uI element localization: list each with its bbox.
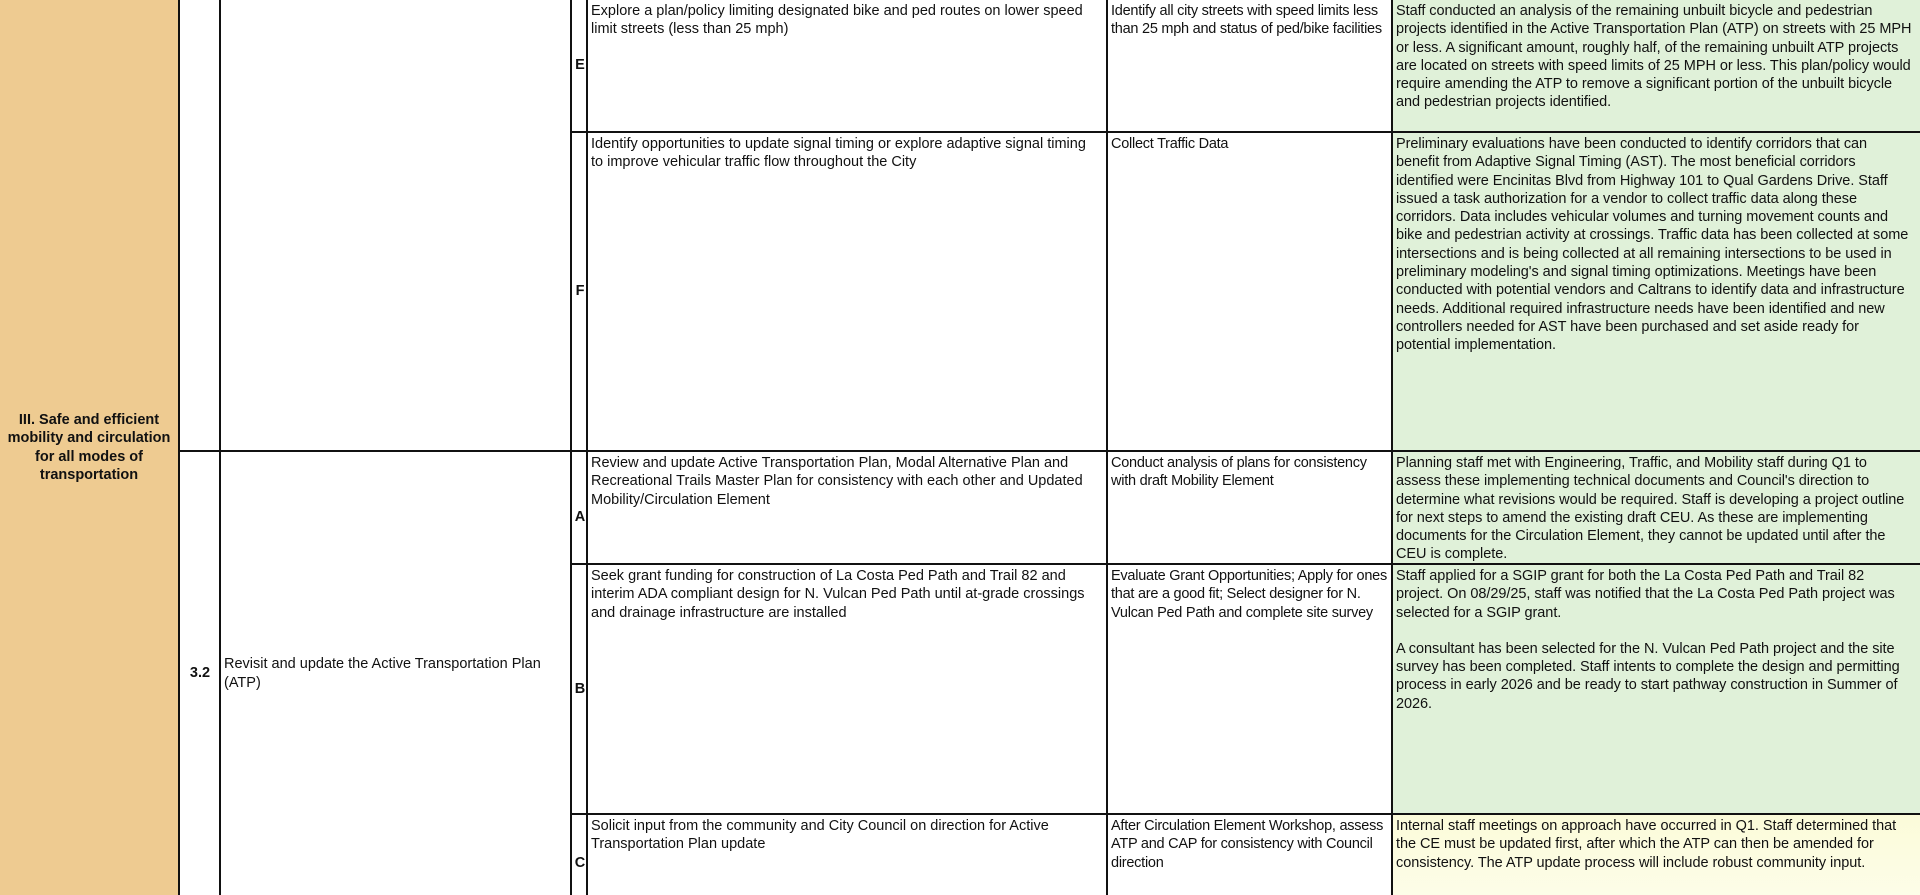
milestone-text: Evaluate Grant Opportunities; Apply for ones that are a good fit; Select designer for N. Vulcan Ped Path and complete site survey xyxy=(1111,568,1387,621)
grid-line xyxy=(178,450,1920,452)
status-text-paragraph-2: A consultant has been selected for the N. Vulcan Ped Path project and the site survey has been completed. Staff intents to complete the design and permitting process in early 2026 and be ready to start pathway construction in Summer of 2026. xyxy=(1396,640,1900,712)
status-text: Internal staff meetings on approach have occurred in Q1. Staff determined that the CE must be updated first, after which the ATP can then be amended for consistency. The ATP update process will include robust community input. xyxy=(1396,818,1897,871)
row-letter: A xyxy=(574,508,586,525)
objective-label: Revisit and update the Active Transportation Plan (ATP) xyxy=(224,656,541,691)
milestone-cell xyxy=(1108,0,1391,131)
grid-line xyxy=(570,563,1920,565)
row-letter: F xyxy=(575,283,585,300)
grid-line xyxy=(1391,0,1393,895)
objective-number-cell xyxy=(180,452,220,895)
row-letter: C xyxy=(574,855,586,871)
milestone-text: Collect Traffic Data xyxy=(1111,136,1229,152)
action-text: Solicit input from the community and City Council on direction for Active Transportation Plan update xyxy=(591,818,1049,853)
goal-label: III. Safe and efficient mobility and circulation for all modes of transportation xyxy=(7,411,171,483)
goal-cell xyxy=(0,0,178,895)
milestone-text: Identify all city streets with speed limits less than 25 mph and status of ped/bike facilities xyxy=(1111,3,1382,38)
milestone-cell xyxy=(1108,133,1391,450)
row-letter: E xyxy=(575,57,585,74)
objective-number-cell-top xyxy=(180,0,220,450)
milestone-cell xyxy=(1108,815,1391,895)
grid-line xyxy=(178,0,180,895)
action-text: Explore a plan/policy limiting designated bike and ped routes on lower speed limit streets (less than 25 mph) xyxy=(591,3,1083,38)
milestone-text: Conduct analysis of plans for consistency with draft Mobility Element xyxy=(1111,455,1367,490)
action-cell xyxy=(588,815,1106,895)
objective-label-cell-top xyxy=(221,0,570,450)
action-text: Review and update Active Transportation Plan, Modal Alternative Plan and Recreational Trails Master Plan for consistency with each other and Updated Mobility/Circulation Element xyxy=(591,455,1083,508)
status-cell xyxy=(1393,0,1920,131)
milestone-cell xyxy=(1108,452,1391,563)
status-cell xyxy=(1393,133,1920,450)
grid-line xyxy=(570,813,1920,815)
milestone-cell xyxy=(1108,565,1391,813)
status-text: Preliminary evaluations have been conducted to identify corridors that can benefit from Adaptive Signal Timing (AST). The most beneficial corridors identified were Encinitas Blvd from Highway 101 to Qual Gardens Drive. Staff issued a task authorization for a vendor to collect traffic data along these corridors. Data includes vehicular volumes and turning movement counts and bike and pedestrian activity at crossings. Traffic data has been collected at some intersections and is being collected at all remaining intersections to be used in preliminary modeling's and signal timing optimizations. Meetings have been conducted with potential vendors and Caltrans to identify data and infrastructure needs. Additional required infrastructure needs have been identified and new controllers needed for AST have been purchased and set aside ready for potential implementation. xyxy=(1396,136,1909,354)
action-text: Seek grant funding for construction of La Costa Ped Path and Trail 82 and interim ADA compliant design for N. Vulcan Ped Path until at-grade crossings and drainage infrastructure are installed xyxy=(591,568,1085,621)
action-cell xyxy=(588,452,1106,563)
action-cell xyxy=(588,565,1106,813)
objective-label-cell xyxy=(221,452,570,895)
status-text: Planning staff met with Engineering, Traffic, and Mobility staff during Q1 to assess these implementing technical documents and Council's direction to determine what revisions would be required. Staff is developing a project outline for next steps to amend the existing draft CEU. As these are implementing documents for the Circulation Element, they cannot be updated until after the CEU is complete. xyxy=(1396,455,1905,563)
grid-line xyxy=(586,0,588,895)
grid-line xyxy=(570,0,572,895)
action-cell xyxy=(588,133,1106,450)
status-cell xyxy=(1393,815,1920,895)
status-text-paragraph-1: Staff applied for a SGIP grant for both the La Costa Ped Path and Trail 82 project. On 08/29/25, staff was notified that the La Costa Ped Path project was selected for a SGIP grant. xyxy=(1396,568,1895,621)
milestone-text: After Circulation Element Workshop, assess ATP and CAP for consistency with Council direction xyxy=(1111,818,1384,871)
row-letter: B xyxy=(574,680,586,697)
status-text: Staff conducted an analysis of the remaining unbuilt bicycle and pedestrian projects identified in the Active Transportation Plan (ATP) on streets with 25 MPH or less. A significant amount, roughly half, of the remaining unbuilt ATP projects are located on streets with speed limits of 25 MPH or less. This plan/policy would require amending the ATP to remove a significant portion of the unbuilt bicycle and pedestrian projects identified. xyxy=(1396,3,1912,111)
grid-line xyxy=(1106,0,1108,895)
status-cell xyxy=(1393,452,1920,563)
grid-line xyxy=(219,0,221,895)
objective-number: 3.2 xyxy=(189,665,211,682)
grid-line xyxy=(570,131,1920,133)
status-cell xyxy=(1393,565,1920,813)
action-text: Identify opportunities to update signal timing or explore adaptive signal timing to improve vehicular traffic flow throughout the City xyxy=(591,136,1086,171)
action-cell xyxy=(588,0,1106,131)
